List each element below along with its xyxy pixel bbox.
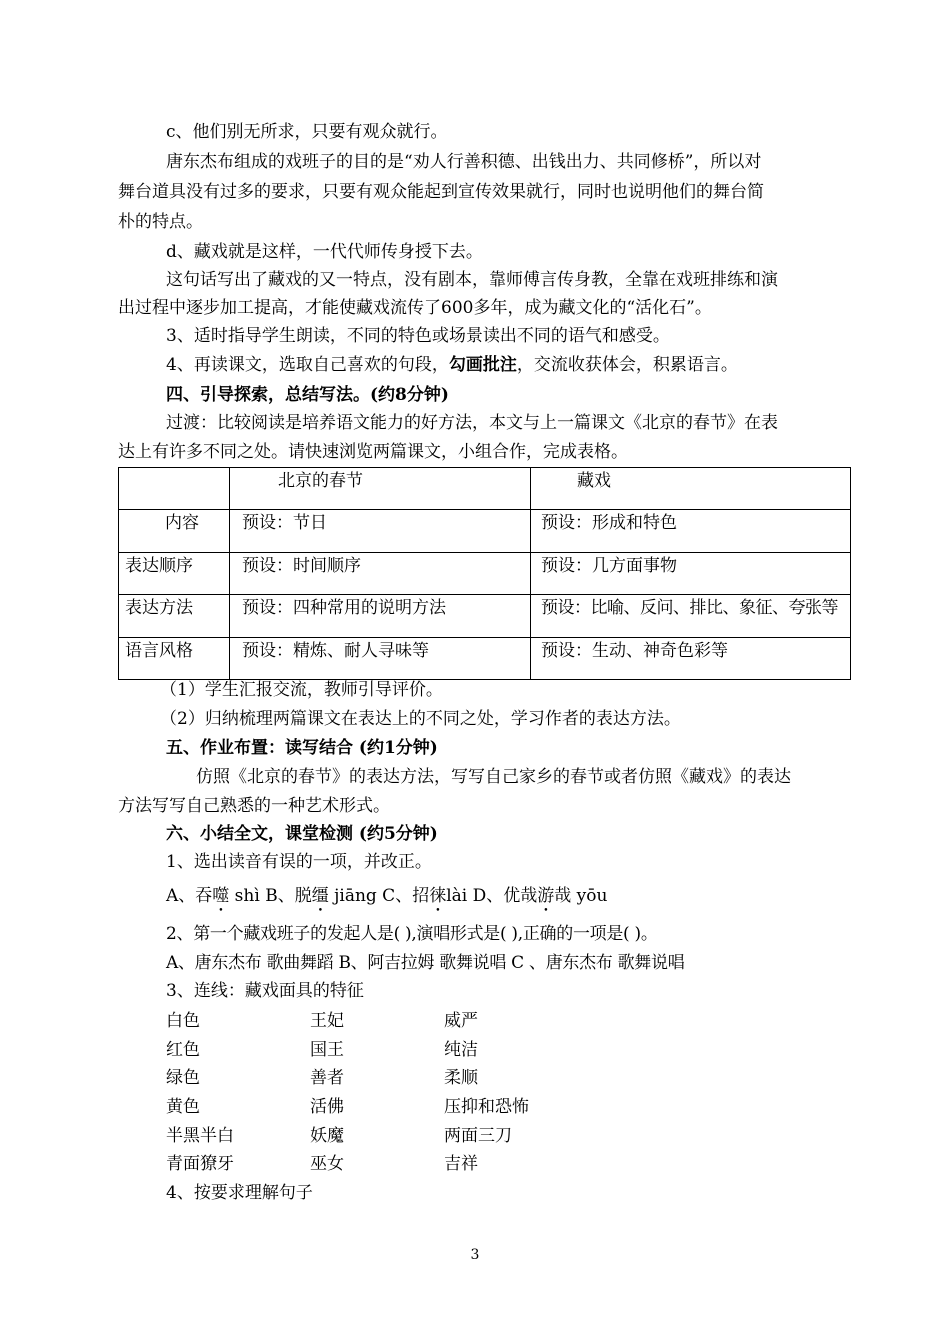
table-header-row (119, 468, 851, 510)
paragraph-d-explain-line1: 这句话写出了藏戏的又一特点，没有剧本，靠师傅言传身教，全靠在戏班排练和演 (166, 270, 778, 290)
page-number: 3 (470, 1247, 480, 1263)
option-text: 哉 yōu (554, 886, 608, 906)
mask-trait: 纯洁 (444, 1040, 478, 1060)
table-cell: 预设：时间顺序 (230, 552, 531, 594)
after-table-item-2: （2）归纳梳理两篇课文在表达上的不同之处，学习作者的表达方法。 (160, 709, 681, 729)
paragraph-d-item: d、藏戏就是这样，一代代师传身授下去。 (166, 242, 483, 262)
mask-color: 青面獠牙 (166, 1154, 234, 1174)
table-row (119, 637, 851, 679)
mask-color: 半黑半白 (166, 1126, 234, 1146)
question-4: 4、按要求理解句子 (166, 1183, 313, 1203)
table-header-cell: 藏戏 (531, 468, 851, 510)
table-cell: 预设：形成和特色 (531, 510, 851, 552)
dotted-character: 游 (537, 886, 555, 906)
mask-role: 巫女 (310, 1154, 344, 1174)
option-text: A、吞 (166, 886, 213, 906)
table-row (119, 552, 851, 594)
table-cell: 表达方法 (119, 595, 230, 637)
table-cell: 预设：四种常用的说明方法 (230, 595, 531, 637)
step-4-emphasis: 勾画批注 (448, 355, 517, 375)
mask-color: 红色 (166, 1040, 200, 1060)
dotted-character: 缰 (311, 886, 329, 906)
mask-trait: 吉祥 (444, 1154, 478, 1174)
question-2: 2、第一个藏戏班子的发起人是( ),演唱形式是( ),正确的一项是( )。 (166, 924, 658, 944)
section-4-transition-line2: 达上有许多不同之处。请快速浏览两篇课文，小组合作，完成表格。 (118, 442, 628, 462)
section-5-text-line2: 方法写写自己熟悉的一种艺术形式。 (118, 796, 390, 816)
option-text: jiāng C、招 (328, 886, 430, 906)
table-cell: 语言风格 (119, 637, 230, 679)
section-5-heading: 五、作业布置：读写结合 (约1分钟) (166, 738, 438, 758)
table-cell: 表达顺序 (119, 552, 230, 594)
table-header-cell (119, 468, 230, 510)
table-row (119, 510, 851, 552)
mask-role: 善者 (310, 1068, 344, 1088)
section-4-heading: 四、引导探索，总结写法。(约8分钟) (166, 385, 449, 405)
mask-role: 活佛 (310, 1097, 344, 1117)
mask-role: 妖魔 (310, 1126, 344, 1146)
step-4-part-c: ，交流收获体会，积累语言。 (516, 355, 738, 375)
table-cell: 预设：节日 (230, 510, 531, 552)
table-header-cell: 北京的春节 (230, 468, 531, 510)
table-row (119, 595, 851, 637)
paragraph-c-explain-line2: 舞台道具没有过多的要求，只要有观众能起到宣传效果就行，同时也说明他们的舞台简 (118, 182, 764, 202)
mask-trait: 压抑和恐怖 (444, 1097, 529, 1117)
step-3: 3、适时指导学生朗读，不同的特色或场景读出不同的语气和感受。 (166, 326, 670, 346)
step-4 (166, 350, 850, 380)
table-cell: 预设：比喻、反问、排比、象征、夸张等 (531, 595, 851, 637)
mask-trait: 两面三刀 (444, 1126, 512, 1146)
mask-role: 国王 (310, 1040, 344, 1060)
table-cell: 预设：生动、神奇色彩等 (531, 637, 851, 679)
question-2-options: A、唐东杰布 歌曲舞蹈 B、阿吉拉姆 歌舞说唱 C 、唐东杰布 歌舞说唱 (166, 953, 685, 973)
paragraph-c-explain-line3: 朴的特点。 (118, 212, 203, 232)
dotted-character: 徕 (429, 886, 447, 906)
mask-role: 王妃 (310, 1011, 344, 1031)
after-table-item-1: （1）学生汇报交流，教师引导评价。 (160, 680, 443, 700)
mask-color: 绿色 (166, 1068, 200, 1088)
comparison-table (118, 467, 851, 680)
option-text: shì B、脱 (229, 886, 312, 906)
paragraph-c-item: c、他们别无所求，只要有观众就行。 (166, 122, 448, 142)
mask-color: 黄色 (166, 1097, 200, 1117)
table-cell: 内容 (119, 510, 230, 552)
question-1-options (166, 881, 850, 916)
question-1: 1、选出读音有误的一项，并改正。 (166, 852, 432, 872)
mask-trait: 柔顺 (444, 1068, 478, 1088)
mask-color: 白色 (166, 1011, 200, 1031)
option-text: lài D、优哉 (446, 886, 538, 906)
paragraph-d-explain-line2: 出过程中逐步加工提高，才能使藏戏流传了600多年，成为藏文化的“活化石”。 (118, 298, 712, 318)
section-6-heading: 六、小结全文，课堂检测 (约5分钟) (166, 824, 438, 844)
section-5-text-line1: 仿照《北京的春节》的表达方法，写写自己家乡的春节或者仿照《藏戏》的表达 (196, 767, 791, 787)
dotted-character: 噬 (212, 886, 230, 906)
mask-trait: 威严 (444, 1011, 478, 1031)
question-3: 3、连线：藏戏面具的特征 (166, 981, 364, 1001)
paragraph-c-explain-line1: 唐东杰布组成的戏班子的目的是“劝人行善积德、出钱出力、共同修桥”，所以对 (166, 152, 762, 172)
section-4-transition-line1: 过渡：比较阅读是培养语文能力的好方法，本文与上一篇课文《北京的春节》在表 (166, 413, 778, 433)
table-cell: 预设：精炼、耐人寻味等 (230, 637, 531, 679)
table-cell: 预设：几方面事物 (531, 552, 851, 594)
step-4-part-a: 4、再读课文，选取自己喜欢的句段， (166, 355, 449, 375)
